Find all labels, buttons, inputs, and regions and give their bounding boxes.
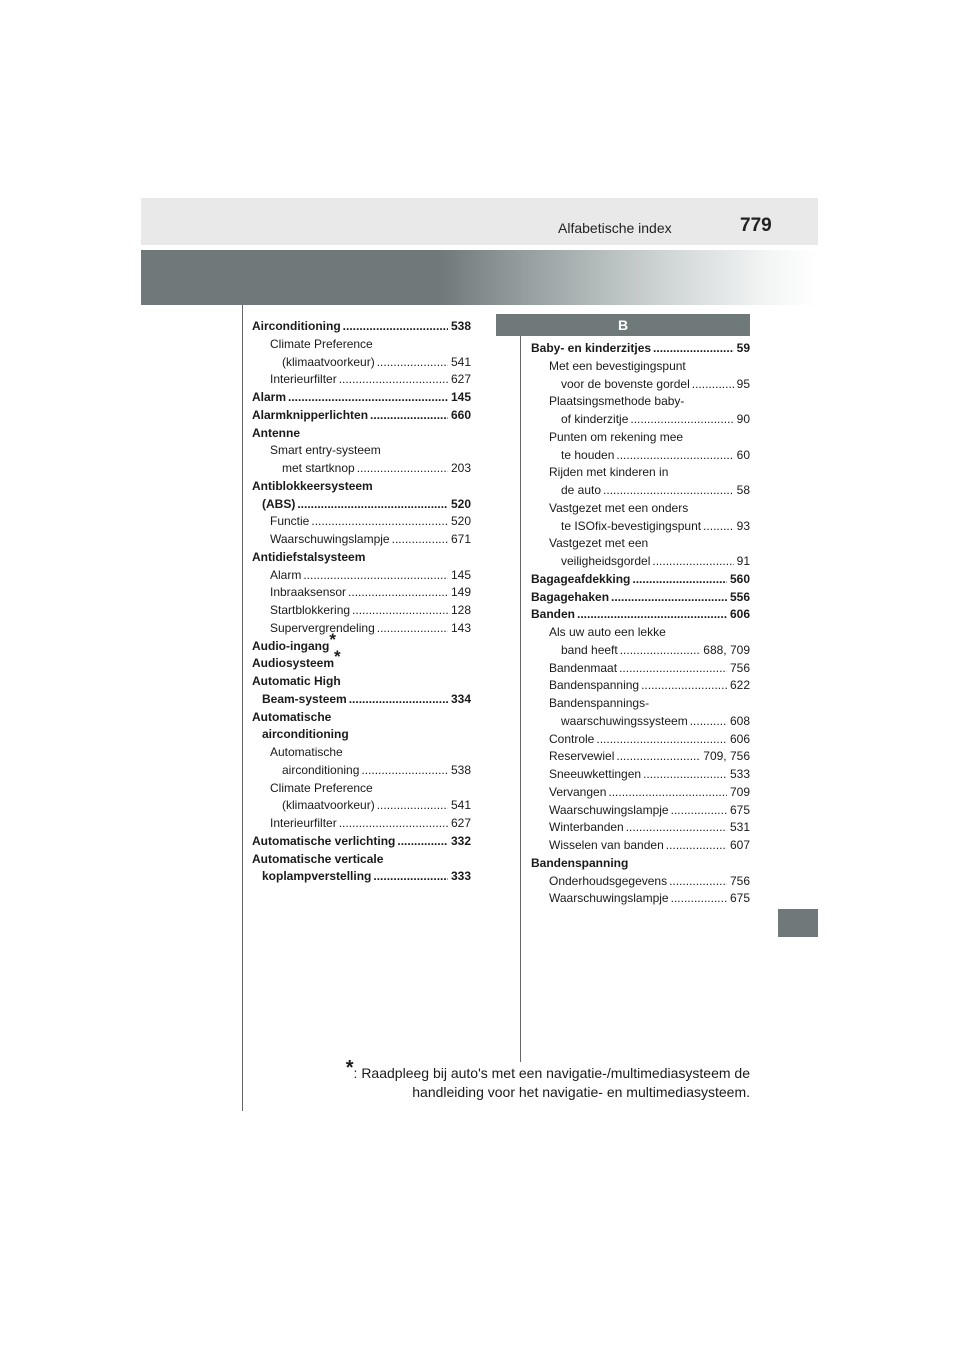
index-subentry: waarschuwingssysteem ..... 608 [531, 713, 750, 731]
index-subentry: Supervergrendeling ..... 143 [252, 620, 471, 638]
footnote-line-2: handleiding voor het navigatie- en multimediasysteem. [412, 1084, 750, 1100]
index-subentry: of kinderzitje ..... 90 [531, 411, 750, 429]
index-subentry: Functie ..... 520 [252, 513, 471, 531]
index-subentry: voor de bovenste gordel ..... 95 [531, 376, 750, 394]
index-subentry: Climate Preference [270, 780, 373, 795]
index-subentry: Reservewiel ..... 709, 756 [531, 748, 750, 766]
index-subentry: Waarschuwingslampje ..... 675 [531, 890, 750, 908]
index-subentry: airconditioning ..... 538 [252, 762, 471, 780]
index-entry: Baby- en kinderzitjes ..... 59 [531, 340, 750, 358]
index-subentry: Vastgezet met een [549, 536, 649, 551]
footnote-marker: * [334, 647, 341, 667]
index-subentry: Inbraaksensor ..... 149 [252, 584, 471, 602]
left-margin-rule [242, 305, 243, 1111]
footnote-marker: * [345, 1057, 354, 1079]
index-subentry: Automatische [270, 745, 343, 759]
index-entry: Automatische [252, 709, 332, 724]
index-subentry: (klimaatvoorkeur) ..... 541 [252, 354, 471, 372]
index-subentry: veiligheidsgordel ..... 91 [531, 553, 750, 571]
index-subentry: Punten om rekening mee [549, 429, 684, 444]
index-subentry: Rijden met kinderen in [549, 465, 669, 480]
section-letter-bar: B [496, 314, 750, 336]
index-entry: Banden ..... 606 [531, 606, 750, 624]
index-entry: Antidiefstalsysteem [252, 549, 366, 564]
index-subentry: te ISOfix-bevestigingspunt ..... 93 [531, 518, 750, 536]
index-entry: Alarm ..... 145 [252, 389, 471, 407]
index-entry: Antenne [252, 425, 300, 440]
index-subentry: Met een bevestigingspunt [549, 358, 686, 373]
index-entry: koplampverstelling ..... 333 [252, 868, 471, 886]
index-entry: airconditioning [262, 727, 349, 742]
footnote-line-1: *: Raadpleeg bij auto's met een navigatie-/multimediasysteem de [345, 1057, 750, 1081]
index-subentry: Winterbanden ..... 531 [531, 819, 750, 837]
index-subentry: Als uw auto een lekke [549, 625, 666, 639]
index-subentry: Bandenspannings- [549, 696, 650, 710]
page-number: 779 [740, 215, 772, 236]
index-subentry: Interieurfilter ..... 627 [252, 815, 471, 833]
index-subentry: te houden ..... 60 [531, 447, 750, 465]
header-bar [141, 198, 818, 245]
index-column-right [531, 340, 750, 908]
index-subentry: Startblokkering ..... 128 [252, 602, 471, 620]
index-subentry: Bandenspanning ..... 622 [531, 677, 750, 695]
footnote-marker: * [329, 629, 336, 649]
index-entry: Alarmknipperlichten ..... 660 [252, 407, 471, 425]
index-subentry: Smart entry-systeem [270, 443, 381, 458]
index-subentry: Controle ..... 606 [531, 731, 750, 749]
column-divider [520, 318, 521, 1062]
index-entry: Automatische verlichting ..... 332 [252, 833, 471, 851]
index-entry: Airconditioning ..... 538 [252, 318, 471, 336]
index-subentry: Climate Preference [270, 336, 373, 351]
index-subentry: Waarschuwingslampje ..... 675 [531, 802, 750, 820]
header-title: Alfabetische index [558, 220, 672, 236]
index-subentry: met startknop ..... 203 [252, 460, 471, 478]
index-subentry: Plaatsingsmethode baby- [549, 394, 685, 409]
index-subentry: Interieurfilter ..... 627 [252, 371, 471, 389]
index-entry: Bagageafdekking ..... 560 [531, 571, 750, 589]
index-subentry: Sneeuwkettingen ..... 533 [531, 766, 750, 784]
index-entry: Antiblokkeersysteem [252, 478, 373, 493]
index-subentry: Alarm ..... 145 [252, 567, 471, 585]
index-column-left [252, 318, 471, 886]
index-entry: Beam-systeem ..... 334 [252, 691, 471, 709]
index-subentry: (klimaatvoorkeur) ..... 541 [252, 797, 471, 815]
index-subentry: Onderhoudsgegevens ..... 756 [531, 873, 750, 891]
index-entry: Automatic High [252, 674, 341, 688]
index-subentry: band heeft ..... 688, 709 [531, 642, 750, 660]
index-subentry: Bandenmaat ..... 756 [531, 660, 750, 678]
index-subentry: de auto ..... 58 [531, 482, 750, 500]
index-subentry: Waarschuwingslampje ..... 671 [252, 531, 471, 549]
index-subentry: Wisselen van banden ..... 607 [531, 837, 750, 855]
index-entry: Automatische verticale [252, 851, 384, 866]
index-subentry: Vastgezet met een onders [549, 500, 689, 515]
index-entry: Bandenspanning [531, 855, 629, 870]
index-entry: Bagagehaken ..... 556 [531, 589, 750, 607]
footnote [330, 1057, 750, 1102]
index-subentry: Vervangen ..... 709 [531, 784, 750, 802]
index-entry: (ABS) ..... 520 [252, 496, 471, 514]
index-entry: Audio-ingang* [252, 629, 336, 653]
index-entry: Audiosysteem* [252, 647, 341, 671]
header-gradient-band [141, 250, 818, 305]
chapter-side-tab [778, 909, 818, 937]
